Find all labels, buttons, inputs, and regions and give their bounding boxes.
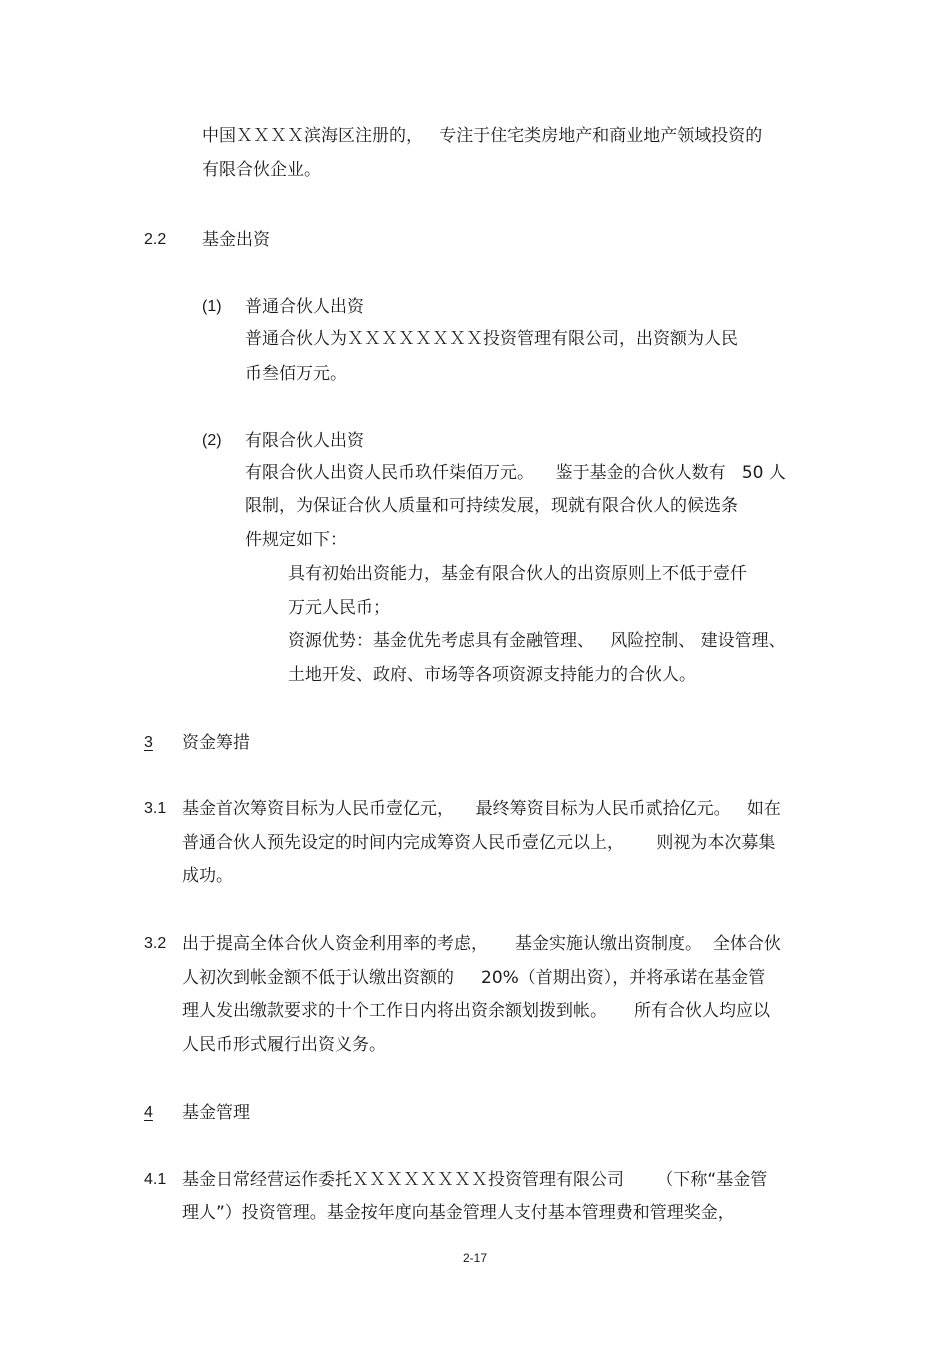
- condition-1-line-1: 具有初始出资能力，基金有限合伙人的出资原则上不低于壹仟: [288, 564, 747, 584]
- item-1-line-1: 普通合伙人为ＸＸＸＸＸＸＸＸ投资管理有限公司，出资额为人民: [245, 329, 738, 349]
- section-3-2-line-3: 理人发出缴款要求的十个工作日内将出资余额划拨到帐。 所有合伙人均应以: [182, 1001, 771, 1021]
- item-1-line-2: 币叁佰万元。: [245, 364, 347, 384]
- section-3-1-number: 3.1: [144, 800, 167, 817]
- section-3-1-line-3: 成功。: [182, 866, 233, 886]
- section-3-2-number: 3.2: [144, 935, 167, 952]
- item-1-title: 普通合伙人出资: [245, 297, 364, 317]
- item-2-title: 有限合伙人出资: [245, 431, 364, 451]
- section-3-title: 资金筹措: [182, 733, 250, 753]
- item-2-line-3: 件规定如下：: [245, 530, 347, 550]
- section-3-1-line-1: 基金首次筹资目标为人民币壹亿元， 最终筹资目标为人民币贰拾亿元。 如在: [182, 799, 781, 819]
- condition-1-line-2: 万元人民币；: [288, 598, 390, 618]
- item-1-number: (1): [202, 298, 222, 315]
- page-number: 2-17: [462, 1251, 488, 1265]
- section-3-2-line-2: 人初次到帐金额不低于认缴出资额的 20%（首期出资），并将承诺在基金管: [182, 968, 766, 988]
- intro-line-2: 有限合伙企业。: [202, 160, 321, 180]
- section-3-2-line-4: 人民币形式履行出资义务。: [182, 1035, 386, 1055]
- item-2-number: (2): [202, 432, 222, 449]
- item-2-line-2: 限制，为保证合伙人质量和可持续发展，现就有限合伙人的候选条: [245, 496, 738, 516]
- section-4-1-line-1: 基金日常经营运作委托ＸＸＸＸＸＸＸＸ投资管理有限公司 （下称“基金管: [182, 1170, 768, 1190]
- section-4-1-line-2: 理人”）投资管理。基金按年度向基金管理人支付基本管理费和管理奖金，: [182, 1203, 735, 1223]
- section-4-title: 基金管理: [182, 1103, 250, 1123]
- condition-2-line-2: 土地开发、政府、市场等各项资源支持能力的合伙人。: [288, 665, 696, 685]
- item-2-line-1: 有限合伙人出资人民币玖仟柒佰万元。 鉴于基金的合伙人数有 50 人: [245, 463, 786, 483]
- section-3-number: 3: [144, 734, 153, 751]
- section-4-1-number: 4.1: [144, 1171, 167, 1188]
- condition-2-line-1: 资源优势：基金优先考虑具有金融管理、 风险控制、 建设管理、: [288, 631, 786, 651]
- section-3-2-line-1: 出于提高全体合伙人资金利用率的考虑， 基金实施认缴出资制度。 全体合伙: [182, 934, 781, 954]
- section-3-1-line-2: 普通合伙人预先设定的时间内完成筹资人民币壹亿元以上， 则视为本次募集: [182, 833, 776, 853]
- section-2-2-title: 基金出资: [202, 230, 270, 250]
- section-4-number: 4: [144, 1104, 153, 1121]
- intro-line-1: 中国ＸＸＸＸ滨海区注册的， 专注于住宅类房地产和商业地产领域投资的: [202, 126, 763, 146]
- section-2-2-number: 2.2: [144, 231, 167, 248]
